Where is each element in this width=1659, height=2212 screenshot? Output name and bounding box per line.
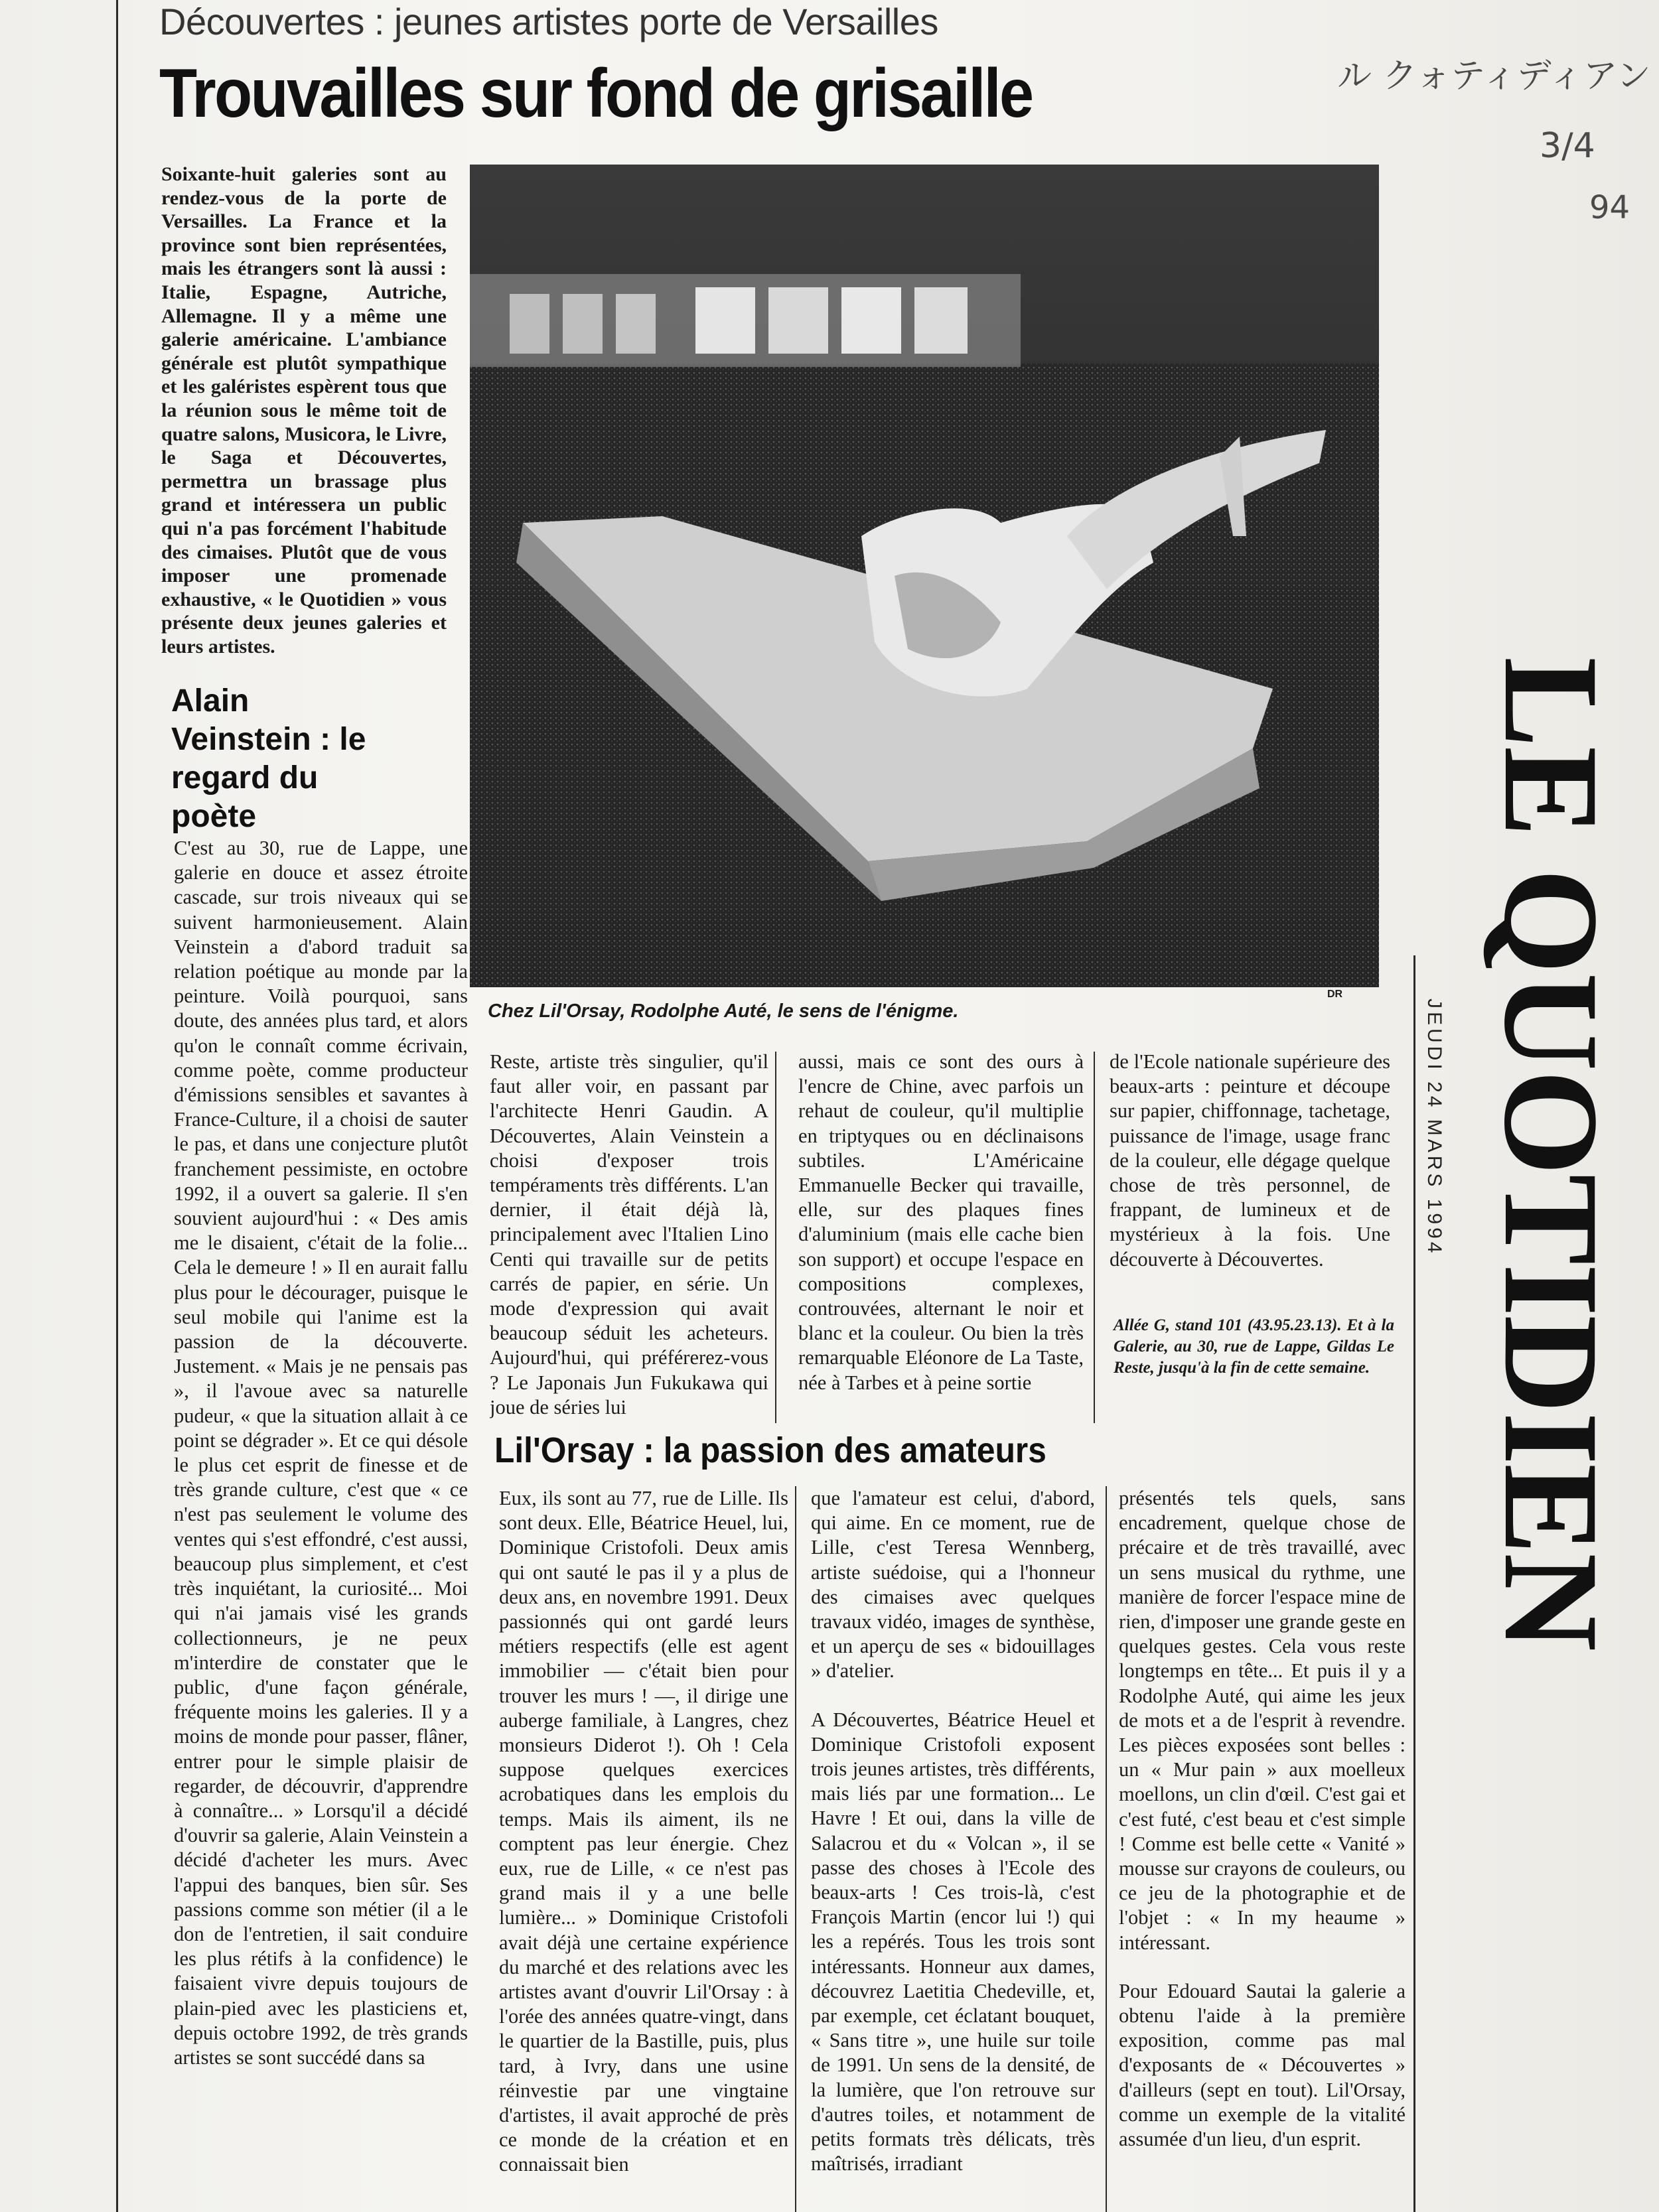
handwritten-annotation-title: ル クォティディアン bbox=[1337, 56, 1651, 96]
issue-date: JEUDI 24 MARS 1994 bbox=[1423, 999, 1445, 1257]
photo-sculpture-illustration bbox=[470, 165, 1379, 987]
column-3-text: aussi, mais ce sont des ours à l'encre de Chine, avec parfois un rehaut de couleur, qu'il multiplie en triptyques ou en déclinaisons subtiles. L'Américaine Emmanuelle Becker qui travaille, elle, sur des plaques fines d'aluminium (mais elle cache bien son support) et occupe l'espace en compositions complexes, controuvées, alternant le noir et blanc et la couleur. Ou bien la très remarquable Eléonore de La Taste, née à Tarbes et à peine sortie bbox=[798, 1050, 1084, 1394]
photo-caption: Chez Lil'Orsay, Rodolphe Auté, le sens de l'énigme. bbox=[488, 1001, 959, 1022]
kicker: Découvertes : jeunes artistes porte de Versailles bbox=[159, 1, 938, 42]
section-2-column-1-text: Eux, ils sont au 77, rue de Lille. Ils sont deux. Elle, Béatrice Heuel, lui, Dominique Cristofoli. Deux amis qui ont sauté le pas il y a plus de deux ans, en novembre 1991. Deux passionnés qui ont gardé leurs métiers respectifs (elle est agent immobilier — c'était bien pour trouver les murs ! —, il dirige une auberge familiale, à Langres, chez monsieurs Diderot !). Oh ! Cela suppose quelques exercices acrobatiques dans les emplois du temps. Mais ils aiment, ils ne comptent pas leur énergie. Chez eux, rue de Lille, « ce n'est pas grand mais il y a une belle lumière... » Dominique Cristofoli avait déjà une certaine expérience du marché et des relations avec les artistes avant d'ouvrir Lil'Orsay : à l'orée des années quatre-vingt, dans le quartier de la Bastille, puis, plus tard, à Ivry, dans une usine réinvestie par une vingtaine d'artistes, il avait approché de près ce monde de la création et en connaissait bien bbox=[499, 1487, 788, 2176]
section-2-column-1 bbox=[499, 1486, 788, 2212]
handwritten-annotation-date: 3/4 bbox=[1540, 126, 1595, 166]
handwritten-annotation-year: 94 bbox=[1589, 189, 1630, 226]
column-2-text: Reste, artiste très singulier, qu'il faut aller voir, en passant par l'architecte Henri Gaudin. A Découvertes, Alain Veinstein a choisi d'exposer trois tempéraments très différents. L'an dernier, il était déjà là, principalement avec l'Italien Lino Centi qui travaille sur de petits carrés de papier, en série. Un mode d'expression qui avait beaucoup séduit les acheteurs. Aujourd'hui, qui préférerez-vous ? Le Japonais Jun Fukukawa qui joue de séries lui bbox=[490, 1050, 768, 1418]
section-2-column-3b-text: Pour Edouard Sautai la galerie a obtenu l'aide à la première exposition, comme pas mal d'exposants de « Découvertes » d'ailleurs (sept en tout). Lil'Orsay, comme un exemple de la vitalité assumée d'un lieu, d'un esprit. bbox=[1119, 1979, 1406, 2151]
exhibition-info-text: Allée G, stand 101 (43.95.23.13). Et à la Galerie, au 30, rue de Lappe, Gildas Le Reste, jusqu'à la fin de cette semaine. bbox=[1114, 1316, 1394, 1377]
column-3 bbox=[798, 1050, 1084, 1421]
section-2-column-2a-text: que l'amateur est celui, d'abord, qui aime. En ce moment, rue de Lille, c'est Teresa Wennberg, artiste suédoise, qui a l'honneur des cimaises avec quelques travaux vidéo, images de synthèse, et un aperçu de ses « bidouillages » d'atelier. bbox=[811, 1487, 1095, 1683]
section-2-column-3a-text: présentés tels quels, sans encadrement, quelque chose de précaire et de très travaillé, avec un sens musical du rythme, une manière de forcer l'espace mine de rien, d'imposer une grande geste en quelques gestes. Cela vous reste longtemps en tête... Et puis il y a Rodolphe Auté, qui aime les jeux de mots et a de l'esprit à revendre. Les pièces exposées sont belles : un « Mur pain » aux moelleux moellons, un clin d'œil. C'est gai et c'est futé, c'est beau et c'est simple ! Comme est belle cette « Vanité » mousse sur crayons de couleurs, ou ce jeu de la photographie et de l'objet : « In my heaume » intéressant. bbox=[1119, 1487, 1406, 1954]
newspaper-masthead: LE QUOTIDIEN bbox=[1476, 657, 1626, 1650]
photo-credit: DR bbox=[1327, 989, 1343, 1000]
section-2-title: Lil'Orsay : la passion des amateurs bbox=[494, 1430, 1046, 1470]
column-rule bbox=[1094, 1052, 1095, 1423]
intro-paragraph bbox=[161, 163, 447, 673]
column-4 bbox=[1110, 1050, 1390, 1302]
column-4-text: de l'Ecole nationale supérieure des beaux-arts : peinture et découpe sur papier, chiffonnage, tachetage, puissance de l'image, usage franc de la couleur, elle dégage quelque chose de très personnel, de frappant, de lumineux et de mystérieux à la fois. Une découverte à Découvertes. bbox=[1110, 1050, 1390, 1271]
headline: Trouvailles sur fond de grisaille bbox=[159, 55, 1033, 132]
left-margin-rule bbox=[116, 0, 118, 2212]
column-2 bbox=[490, 1050, 768, 1421]
column-rule bbox=[775, 1052, 776, 1423]
column-rule bbox=[795, 1486, 796, 2212]
column-1-text: C'est au 30, rue de Lappe, une galerie en douce et assez étroite cascade, sur trois niveaux qui se suivent harmonieusement. Alain Veinstein a d'abord traduit sa relation poétique au monde par la peinture. Voilà pourquoi, sans doute, des années plus tard, et alors qu'on le connaît comme écrivain, comme poète, comme producteur d'émissions sensibles et savantes à France-Culture, il a choisi de sauter le pas, et dans une conjecture plutôt franchement pessimiste, en octobre 1992, il a ouvert sa galerie. Il s'en souvient aujourd'hui : « Des amis me le disaient, c'était de la folie... Cela le demeure ! » Il en aurait fallu plus pour le décourager, puisque le seul mobile qui l'anime est la passion de la découverte. Justement. « Mais je ne pensais pas », il l'avoue avec sa naturelle pudeur, « que la situation allait à ce point se dégrader ». Et ce qui désole le plus cet esprit de finesse et de très grande culture, c'est que « ce n'est pas seulement le volume des ventes qui s'est effondré, c'est aussi, beaucoup plus simplement, et c'est très inquiétant, la curiosité... Moi qui n'ai jamais visé les grands collectionneurs, je ne peux m'interdire de constater que le public, d'une façon générale, fréquente moins les galeries. Il y a moins de monde pour passer, flâner, entrer pour le simple plaisir de regarder, de découvrir, d'apprendre à connaître... » Lorsqu'il a décidé d'ouvrir sa galerie, Alain Veinstein a décidé d'acheter les murs. Avec l'appui des banques, bien sûr. Ses passions comme son métier (il a le don de l'entretien, il sait conduire les plus rétifs à la confidence) le faisaient vivre depuis toujours de plain-pied avec les plasticiens et, depuis octobre 1992, de très grands artistes se sont succédé dans sa bbox=[174, 837, 468, 2069]
intro-text: Soixante-huit galeries sont au rendez-vous de la porte de Versailles. La France et la province sont bien représentées, mais les étrangers sont là aussi : Italie, Espagne, Autriche, Allemagne. Il y a même une galerie américaine. L'ambiance générale est plutôt sympathique et les galéristes espèrent tous que la réunion sous le même toit de quatre salons, Musicora, le Livre, le Saga et Découvertes, permettra un brassage plus grand et intéressera un public qui n'a pas forcément l'habitude des cimaises. Plutôt que de vous imposer une promenade exhaustive, « le Quotidien » vous présente deux jeunes galeries et leurs artistes. bbox=[161, 163, 447, 657]
subhead-alain-veinstein: Alain Veinstein : le regard du poète bbox=[171, 683, 366, 834]
right-column-rule bbox=[1413, 955, 1415, 2212]
section-2-column-3 bbox=[1119, 1486, 1406, 2212]
article-photo bbox=[470, 165, 1379, 987]
section-2-column-2b-text: A Découvertes, Béatrice Heuel et Dominique Cristofoli exposent trois jeunes artistes, très différents, mais liés par une formation... Le Havre ! Et oui, dans la ville de Salacrou et du « Volcan », il se passe des choses à l'Ecole des beaux-arts ! Ces trois-là, c'est François Martin (encor lui !) qui les a repérés. Tous les trois sont intéressants. Honneur aux dames, découvrez Laetitia Chedeville, et, par exemple, cet éclatant bouquet, « Sans titre », une huile sur toile de 1991. Un sens de la densité, de la lumière, que l'on retrouve sur d'autres toiles, et notamment de petits formats très délicats, très maîtrisés, irradiant bbox=[811, 1708, 1095, 2176]
exhibition-info bbox=[1114, 1315, 1394, 1379]
column-1 bbox=[174, 836, 468, 2212]
column-rule bbox=[1106, 1486, 1107, 2212]
section-2-column-2 bbox=[811, 1486, 1095, 2212]
